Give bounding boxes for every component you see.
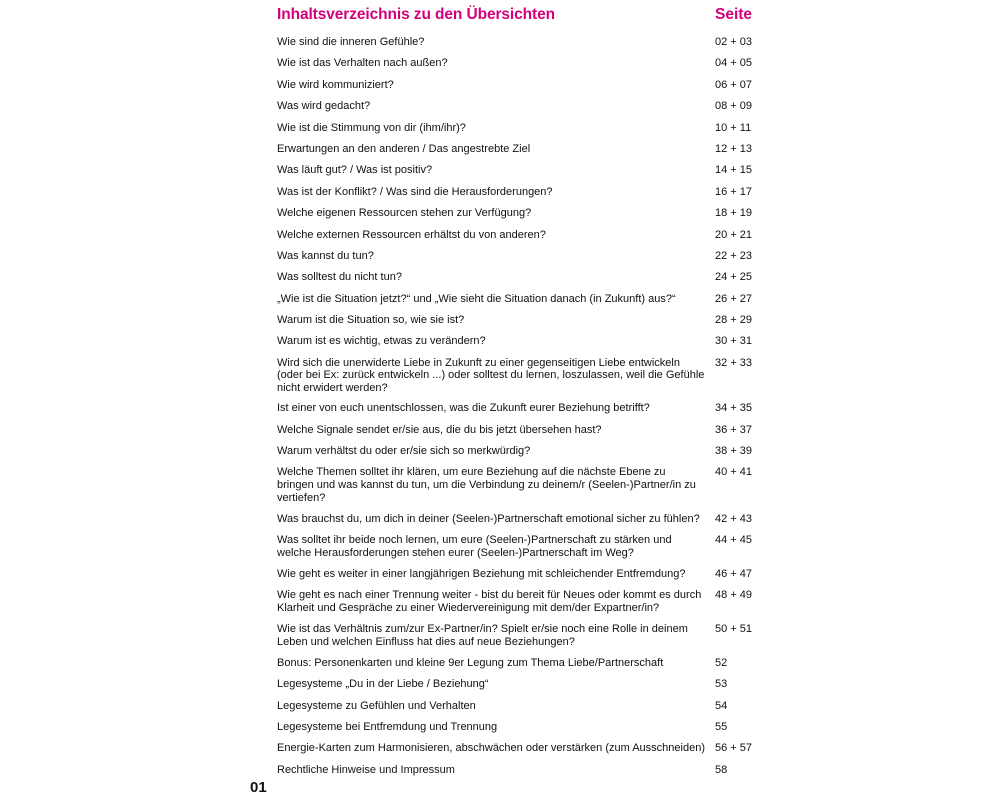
toc-entry[interactable]: [277, 513, 757, 526]
toc-entry[interactable]: [277, 357, 757, 395]
toc-entry[interactable]: [277, 700, 757, 713]
toc-entry-page: 38 + 39: [715, 445, 753, 458]
page-title: Inhaltsverzeichnis zu den Übersichten: [277, 6, 555, 23]
toc-entry-title: Warum ist es wichtig, etwas zu verändern?: [277, 335, 486, 348]
toc-entry-page: 04 + 05: [715, 57, 753, 70]
toc-entry-page: 30 + 31: [715, 335, 753, 348]
toc-entry-page: 40 + 41: [715, 466, 753, 479]
toc-entry-page: 46 + 47: [715, 567, 753, 580]
toc-entry-title: Legesysteme zu Gefühlen und Verhalten: [277, 699, 476, 712]
toc-entry-page: 02 + 03: [715, 36, 753, 48]
toc-entry-page: 14 + 15: [715, 164, 753, 177]
toc-entry-title: Ist einer von euch unentschlossen, was die Zukunft eurer Beziehung betrifft?: [277, 402, 650, 415]
toc-entry[interactable]: [277, 466, 757, 504]
toc-entry-title: Was brauchst du, um dich in deiner (Seelen-)Partnerschaft emotional sicher zu fühlen?: [277, 512, 700, 525]
toc-entry-page: 55: [715, 721, 728, 734]
toc-entry-title: Warum ist die Situation so, wie sie ist?: [277, 314, 465, 327]
toc-entry-page: 56 + 57: [715, 742, 753, 755]
toc-entry-title: Welche externen Ressourcen erhältst du von anderen?: [277, 228, 546, 241]
toc-entry[interactable]: [277, 534, 757, 559]
toc-entry-page: 52: [715, 656, 728, 669]
toc-entry[interactable]: [277, 589, 757, 614]
toc-entry-title: Wird sich die unerwiderte Liebe in Zukunft zu einer gegenseitigen Liebe entwickeln (oder bei Ex: zurück entwickeln ...) oder solltest du lernen, loszulassen, weil die Gefühle nicht erwidert werden?: [277, 356, 705, 395]
toc-entry-page: 58: [715, 763, 728, 776]
toc-entry[interactable]: [277, 250, 757, 263]
toc-list: [277, 36, 757, 776]
toc-entry-title: Wie wird kommuniziert?: [277, 78, 394, 91]
toc-entry[interactable]: [277, 657, 757, 670]
toc-entry[interactable]: [277, 100, 757, 113]
toc-entry-page: 42 + 43: [715, 512, 753, 525]
toc-entry-title: Warum verhältst du oder er/sie sich so merkwürdig?: [277, 445, 531, 458]
toc-entry[interactable]: [277, 424, 757, 437]
toc-entry-title: Welche Themen solltet ihr klären, um eure Beziehung auf die nächste Ebene zu bringen und was kannst du tun, um die Verbindung zu deinem/r (Seelen-)Partner/in zu vertiefen?: [277, 466, 696, 504]
toc-entry[interactable]: [277, 207, 757, 220]
toc-entry-page: 54: [715, 699, 728, 712]
toc-entry-title: Was solltest du nicht tun?: [277, 271, 402, 284]
toc-entry-page: 48 + 49: [715, 589, 753, 602]
toc-entry-page: 18 + 19: [715, 207, 753, 220]
toc-entry-page: 20 + 21: [715, 228, 753, 241]
toc-entry[interactable]: [277, 314, 757, 327]
toc-entry[interactable]: [277, 623, 757, 648]
toc-entry-title: Wie geht es nach einer Trennung weiter - bist du bereit für Neues oder kommt es durch Klarheit und Gespräche zu einer Wiedervereinigung mit dem/der Expartner/in?: [277, 589, 702, 614]
toc-entry-page: 22 + 23: [715, 249, 753, 262]
toc-entry[interactable]: [277, 402, 757, 415]
page-number: 01: [250, 779, 267, 796]
toc-entry[interactable]: [277, 335, 757, 348]
toc-entry[interactable]: [277, 764, 757, 777]
table-of-contents: [277, 6, 757, 785]
toc-entry-page: 44 + 45: [715, 534, 753, 547]
toc-entry-title: Energie-Karten zum Harmonisieren, abschwächen oder verstärken (zum Ausschneiden): [277, 742, 705, 755]
toc-entry-page: 08 + 09: [715, 100, 753, 113]
toc-entry-page: 50 + 51: [715, 623, 753, 636]
toc-entry[interactable]: [277, 186, 757, 199]
toc-entry-page: 06 + 07: [715, 78, 753, 91]
toc-entry-title: Wie sind die inneren Gefühle?: [277, 36, 425, 48]
toc-entry-page: 26 + 27: [715, 292, 753, 305]
toc-entry-title: Welche Signale sendet er/sie aus, die du bis jetzt übersehen hast?: [277, 423, 602, 436]
toc-entry-title: Was kannst du tun?: [277, 249, 374, 262]
toc-entry-title: Welche eigenen Ressourcen stehen zur Verfügung?: [277, 207, 532, 220]
toc-entry-page: 28 + 29: [715, 314, 753, 327]
toc-entry-page: 53: [715, 678, 728, 691]
toc-entry-title: Wie ist das Verhalten nach außen?: [277, 57, 448, 70]
toc-entry[interactable]: [277, 678, 757, 691]
toc-entry-page: 16 + 17: [715, 185, 753, 198]
toc-header: [277, 6, 757, 36]
toc-entry-page: 24 + 25: [715, 271, 753, 284]
toc-entry[interactable]: [277, 229, 757, 242]
toc-entry[interactable]: [277, 742, 757, 755]
toc-entry-title: Wie ist das Verhältnis zum/zur Ex-Partner/in? Spielt er/sie noch eine Rolle in deinem Leben und welchen Einfluss hat dies auf neue Beziehungen?: [277, 623, 688, 648]
toc-entry[interactable]: [277, 293, 757, 306]
toc-entry-title: Legesysteme „Du in der Liebe / Beziehung“: [277, 678, 489, 691]
toc-entry-title: Was läuft gut? / Was ist positiv?: [277, 164, 433, 177]
toc-entry[interactable]: [277, 79, 757, 92]
toc-entry[interactable]: [277, 271, 757, 284]
toc-entry-page: 36 + 37: [715, 423, 753, 436]
toc-entry[interactable]: [277, 122, 757, 135]
toc-entry[interactable]: [277, 445, 757, 458]
toc-entry[interactable]: [277, 164, 757, 177]
toc-entry-title: Rechtliche Hinweise und Impressum: [277, 763, 455, 776]
toc-entry-title: Wie ist die Stimmung von dir (ihm/ihr)?: [277, 121, 466, 134]
toc-entry[interactable]: [277, 36, 757, 49]
toc-entry[interactable]: [277, 57, 757, 70]
toc-entry-title: Was solltet ihr beide noch lernen, um eure (Seelen-)Partnerschaft zu stärken und welche Herausforderungen stehen eurer (Seelen-)Partnerschaft im Weg?: [277, 534, 672, 559]
toc-entry-title: Erwartungen an den anderen / Das angestrebte Ziel: [277, 142, 531, 155]
toc-entry-title: Was wird gedacht?: [277, 100, 371, 113]
toc-entry-page: 10 + 11: [715, 121, 752, 134]
toc-entry-page: 12 + 13: [715, 142, 753, 155]
toc-entry-page: 34 + 35: [715, 402, 753, 415]
toc-entry-title: Was ist der Konflikt? / Was sind die Herausforderungen?: [277, 185, 553, 198]
toc-entry[interactable]: [277, 568, 757, 581]
page-column-header: Seite: [715, 6, 753, 23]
toc-entry-page: 32 + 33: [715, 356, 753, 369]
toc-entry[interactable]: [277, 721, 757, 734]
toc-entry-title: Bonus: Personenkarten und kleine 9er Legung zum Thema Liebe/Partnerschaft: [277, 656, 664, 669]
toc-entry[interactable]: [277, 143, 757, 156]
toc-entry-title: Wie geht es weiter in einer langjährigen Beziehung mit schleichender Entfremdung?: [277, 567, 686, 580]
toc-entry-title: Legesysteme bei Entfremdung und Trennung: [277, 721, 498, 734]
toc-entry-title: „Wie ist die Situation jetzt?“ und „Wie sieht die Situation danach (in Zukunft) aus?“: [277, 292, 676, 305]
